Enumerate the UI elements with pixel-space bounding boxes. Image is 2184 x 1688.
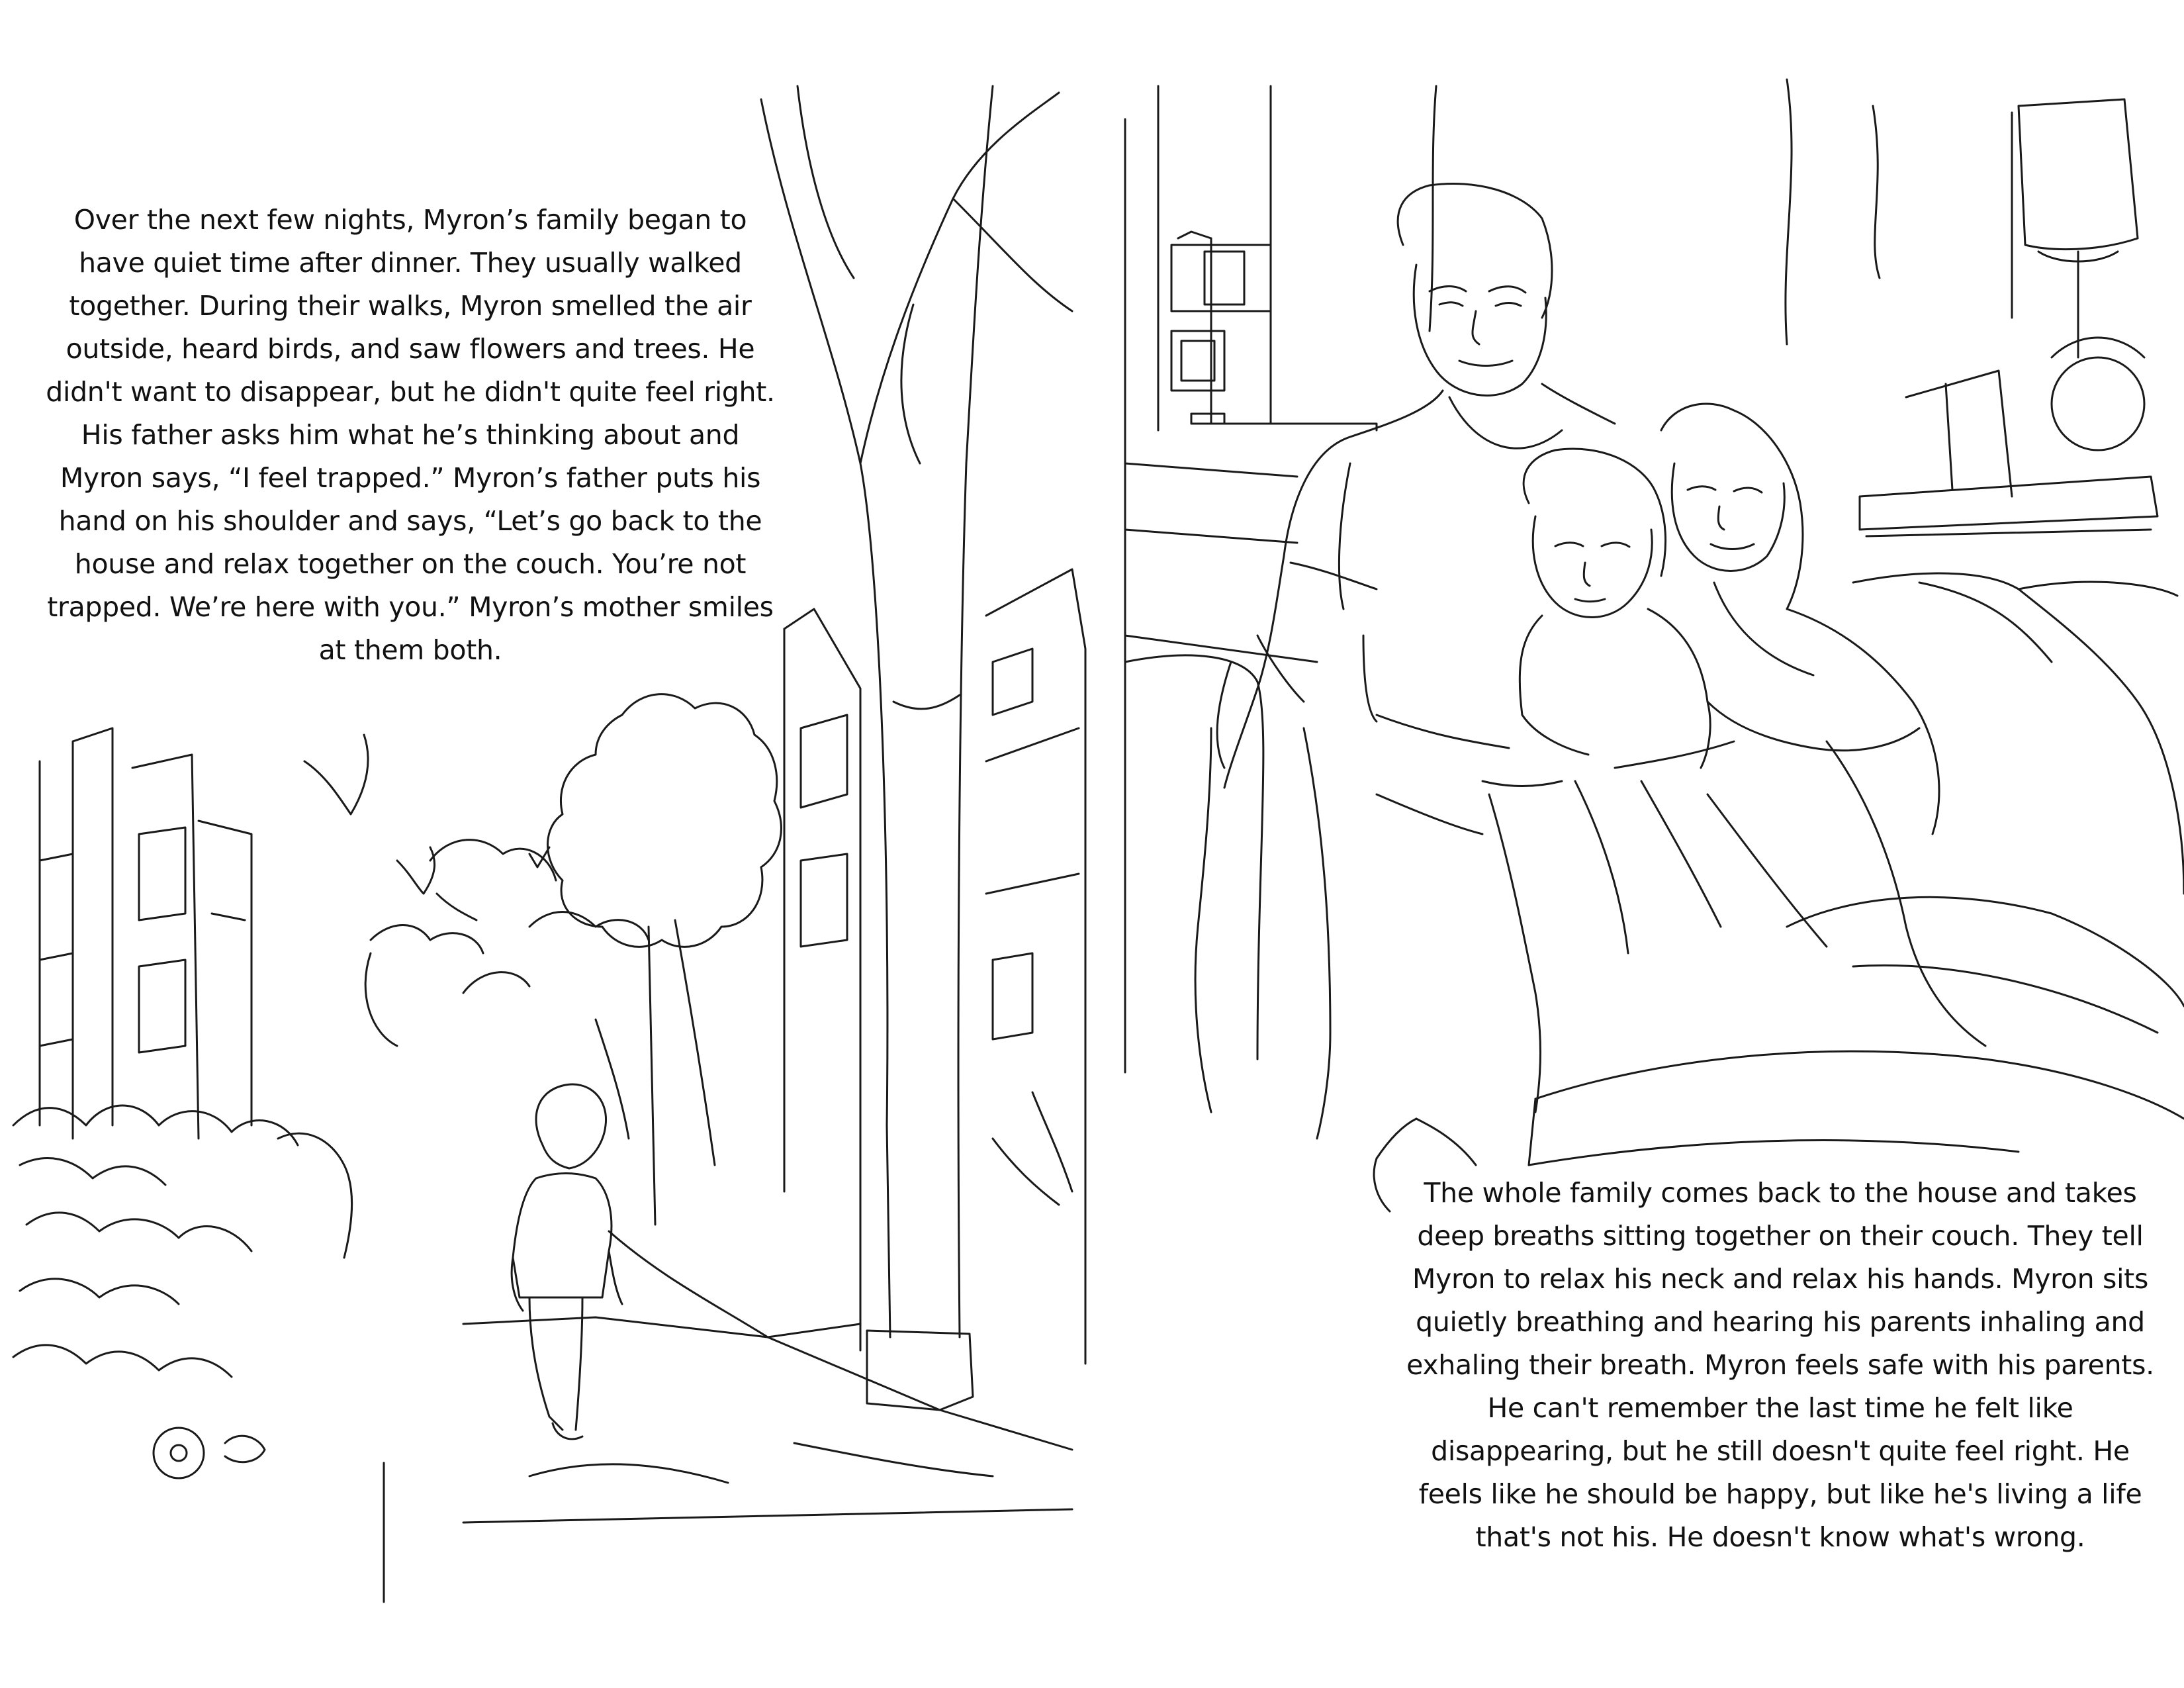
right-page-story-text: The whole family comes back to the house and takes deep breaths sitting together on their couch. They tell Myron to relax his neck and relax his hands. Myron sits quietly breathing and hearing his parents inhaling and exhaling their breath. Myron feels safe with his parents. He can't remember the last time he felt like disappearing, but he still doesn't quite feel right. He feels like he should be happy, but like he's living a life that's not his. He doesn't know what's wrong. [1406,1177,2154,1553]
room-background [1125,79,2012,1072]
mother-figure [1615,404,1985,1046]
buildings-right [784,569,1085,1364]
birds [304,735,549,920]
left-page-story-text: Over the next few nights, Myron’s family began to have quiet time after dinner. They usually walked together. During their walks, Myron smelled the air outside, heard birds, and saw flowers and trees. He didn't want to disappear, but he didn't quite feel right. His father asks him what he’s thinking about and Myron says, “I feel trapped.” Myron’s father puts his hand on his shoulder and says, “Let’s go back to the house and relax together on the couch. You’re not trapped. We’re here with you.” Myron’s mother smiles at them both. [46,204,775,666]
family-couch-illustration [1125,79,2184,1211]
buildings-left [40,728,251,1139]
bushes-left [13,1105,352,1478]
tree-canopies [365,694,781,1225]
sidewalk [384,1231,1072,1602]
bookshelf [1860,338,2158,536]
boy-walking-figure [512,1084,622,1439]
lamps [1178,99,2138,424]
couch [1125,573,2184,1165]
